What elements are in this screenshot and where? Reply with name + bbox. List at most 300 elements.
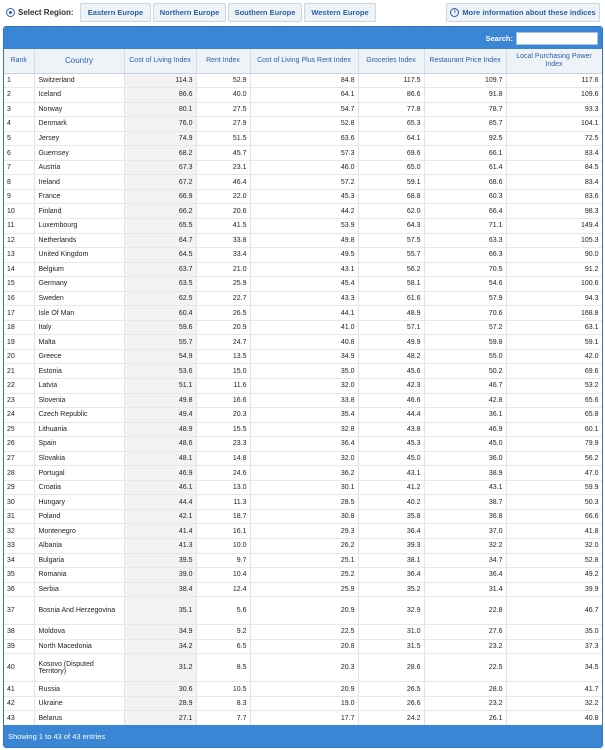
cell-rank: 42 [4,696,34,711]
cell-groceries: 117.5 [358,73,424,88]
cell-cost-plus-rent: 29.3 [250,524,358,539]
cell-restaurant-price: 66.1 [424,146,506,161]
cell-restaurant-price: 23.2 [424,639,506,654]
cell-rent: 33.4 [196,248,250,263]
cell-rank: 28 [4,466,34,481]
region-button-eastern-europe[interactable]: Eastern Europe [80,3,151,22]
cell-rent: 10.0 [196,539,250,554]
cell-restaurant-price: 46.7 [424,378,506,393]
cell-rent: 26.5 [196,306,250,321]
cell-restaurant-price: 28.0 [424,682,506,697]
cell-rent: 15.0 [196,364,250,379]
cell-groceries: 35.2 [358,582,424,597]
cell-restaurant-price: 32.2 [424,539,506,554]
column-header-groceries[interactable]: Groceries Index [358,49,424,73]
cell-local-purchasing-power: 83.4 [506,175,602,190]
cell-cost-plus-rent: 44.2 [250,204,358,219]
cell-local-purchasing-power: 83.4 [506,146,602,161]
cell-cost-plus-rent: 43.1 [250,262,358,277]
cell-rent: 23.3 [196,437,250,452]
cell-rent: 7.7 [196,711,250,726]
cell-cost-plus-rent: 57.2 [250,175,358,190]
radio-icon[interactable] [6,8,15,17]
cell-cost-plus-rent: 25.1 [250,553,358,568]
table-row [4,160,602,175]
cell-restaurant-price: 54.6 [424,277,506,292]
cell-local-purchasing-power: 34.5 [506,654,602,682]
cell-cost-of-living: 60.4 [124,306,196,321]
cell-local-purchasing-power: 59.9 [506,480,602,495]
table-row [4,146,602,161]
table-footer [4,725,602,747]
cell-cost-of-living: 46.1 [124,480,196,495]
table-row [4,320,602,335]
cell-rent: 23.1 [196,160,250,175]
table-row [4,466,602,481]
cell-cost-of-living: 35.1 [124,597,196,625]
cell-rank: 18 [4,320,34,335]
cell-local-purchasing-power: 84.5 [506,160,602,175]
cell-cost-of-living: 68.2 [124,146,196,161]
cell-rank: 23 [4,393,34,408]
cell-country: Finland [34,204,124,219]
cell-cost-plus-rent: 84.8 [250,73,358,88]
cell-rank: 5 [4,131,34,146]
cell-local-purchasing-power: 100.6 [506,277,602,292]
cell-cost-plus-rent: 22.5 [250,625,358,640]
cell-rank: 43 [4,711,34,726]
column-header-cost-plus-rent[interactable]: Cost of Living Plus Rent Index [250,49,358,73]
cell-cost-of-living: 48.9 [124,422,196,437]
cell-groceries: 32.9 [358,597,424,625]
cell-groceries: 65.3 [358,117,424,132]
cell-rank: 27 [4,451,34,466]
cell-restaurant-price: 70.6 [424,306,506,321]
cell-rank: 20 [4,349,34,364]
table-row [4,262,602,277]
cell-cost-of-living: 34.2 [124,639,196,654]
cell-cost-plus-rent: 30.8 [250,509,358,524]
cell-restaurant-price: 38.9 [424,466,506,481]
cell-country: Slovakia [34,451,124,466]
cell-rent: 8.3 [196,696,250,711]
table-row [4,553,602,568]
cell-restaurant-price: 92.5 [424,131,506,146]
cell-groceries: 48.2 [358,349,424,364]
cell-rent: 20.3 [196,408,250,423]
cell-cost-plus-rent: 20.9 [250,682,358,697]
cell-cost-plus-rent: 35.4 [250,408,358,423]
table-row [4,539,602,554]
cell-cost-of-living: 48.1 [124,451,196,466]
search-input[interactable] [516,32,598,45]
cell-local-purchasing-power: 66.6 [506,509,602,524]
cell-restaurant-price: 71.1 [424,218,506,233]
search-bar [4,27,602,49]
cell-country: Malta [34,335,124,350]
cell-cost-of-living: 80.1 [124,102,196,117]
table-row [4,509,602,524]
cell-country: Russia [34,682,124,697]
cell-cost-plus-rent: 53.9 [250,218,358,233]
table-row [4,175,602,190]
cell-rent: 27.5 [196,102,250,117]
cell-local-purchasing-power: 65.6 [506,393,602,408]
cell-rank: 40 [4,654,34,682]
cell-restaurant-price: 45.0 [424,437,506,452]
cell-cost-of-living: 51.1 [124,378,196,393]
cell-country: Bosnia And Herzegovina [34,597,124,625]
cell-country: Czech Republic [34,408,124,423]
table-row [4,625,602,640]
cell-cost-of-living: 62.5 [124,291,196,306]
cell-cost-plus-rent: 40.8 [250,335,358,350]
cell-restaurant-price: 109.7 [424,73,506,88]
cell-rent: 10.4 [196,568,250,583]
table-row [4,204,602,219]
cell-country: Ukraine [34,696,124,711]
cell-restaurant-price: 43.1 [424,480,506,495]
cell-rent: 22.0 [196,189,250,204]
cell-rent: 21.0 [196,262,250,277]
cell-country: Portugal [34,466,124,481]
cell-cost-of-living: 46.9 [124,466,196,481]
cell-local-purchasing-power: 104.1 [506,117,602,132]
cell-cost-of-living: 41.3 [124,539,196,554]
cell-rent: 15.5 [196,422,250,437]
cell-rank: 21 [4,364,34,379]
cell-country: Bulgaria [34,553,124,568]
table-row [4,393,602,408]
table-row [4,349,602,364]
cell-local-purchasing-power: 168.8 [506,306,602,321]
cell-rank: 1 [4,73,34,88]
cell-restaurant-price: 22.5 [424,654,506,682]
cell-cost-of-living: 114.3 [124,73,196,88]
cell-local-purchasing-power: 94.3 [506,291,602,306]
cell-groceries: 49.9 [358,335,424,350]
cell-rent: 6.5 [196,639,250,654]
cell-rank: 7 [4,160,34,175]
cell-rent: 45.7 [196,146,250,161]
cell-rent: 51.5 [196,131,250,146]
cell-country: Austria [34,160,124,175]
cell-groceries: 40.2 [358,495,424,510]
cell-restaurant-price: 78.7 [424,102,506,117]
cell-local-purchasing-power: 32.0 [506,539,602,554]
cell-restaurant-price: 85.7 [424,117,506,132]
cell-groceries: 43.1 [358,466,424,481]
cell-rank: 9 [4,189,34,204]
info-icon: i [450,8,459,17]
cell-rank: 19 [4,335,34,350]
cell-country: Greece [34,349,124,364]
table-row [4,335,602,350]
cell-cost-plus-rent: 25.9 [250,582,358,597]
cell-country: Jersey [34,131,124,146]
cost-of-living-table-container [3,26,603,748]
cell-cost-of-living: 49.4 [124,408,196,423]
cell-cost-plus-rent: 28.5 [250,495,358,510]
cell-cost-plus-rent: 30.1 [250,480,358,495]
cell-country: Luxembourg [34,218,124,233]
cell-cost-plus-rent: 49.8 [250,233,358,248]
table-row [4,233,602,248]
cell-restaurant-price: 34.7 [424,553,506,568]
cell-rank: 11 [4,218,34,233]
table-row [4,306,602,321]
cell-cost-of-living: 39.5 [124,553,196,568]
table-row [4,88,602,103]
cell-rank: 3 [4,102,34,117]
cell-rent: 9.7 [196,553,250,568]
cell-rank: 41 [4,682,34,697]
cell-groceries: 28.6 [358,654,424,682]
cell-cost-of-living: 86.6 [124,88,196,103]
cell-restaurant-price: 60.3 [424,189,506,204]
cell-country: France [34,189,124,204]
cell-rent: 20.9 [196,320,250,335]
cell-cost-of-living: 27.1 [124,711,196,726]
cell-country: Hungary [34,495,124,510]
column-header-cost-of-living[interactable]: Cost of Living Index [124,49,196,73]
cell-cost-plus-rent: 63.6 [250,131,358,146]
cell-groceries: 42.3 [358,378,424,393]
cell-country: Lithuania [34,422,124,437]
cell-groceries: 45.6 [358,364,424,379]
cell-groceries: 36.4 [358,568,424,583]
cell-restaurant-price: 26.1 [424,711,506,726]
cell-cost-plus-rent: 41.0 [250,320,358,335]
cell-cost-of-living: 76.0 [124,117,196,132]
cell-restaurant-price: 63.3 [424,233,506,248]
cell-rent: 52.9 [196,73,250,88]
cell-groceries: 26.5 [358,682,424,697]
cell-cost-plus-rent: 20.3 [250,654,358,682]
cell-restaurant-price: 61.4 [424,160,506,175]
cell-local-purchasing-power: 98.3 [506,204,602,219]
cell-restaurant-price: 50.2 [424,364,506,379]
cell-restaurant-price: 68.6 [424,175,506,190]
cell-rent: 16.1 [196,524,250,539]
cell-cost-of-living: 74.9 [124,131,196,146]
cell-local-purchasing-power: 37.3 [506,639,602,654]
table-row [4,524,602,539]
table-row [4,422,602,437]
cell-rank: 16 [4,291,34,306]
cell-restaurant-price: 36.1 [424,408,506,423]
cell-country: Poland [34,509,124,524]
cell-rent: 46.4 [196,175,250,190]
cell-restaurant-price: 66.3 [424,248,506,263]
cell-country: Croatia [34,480,124,495]
cell-country: Moldova [34,625,124,640]
cell-rank: 4 [4,117,34,132]
cell-groceries: 38.1 [358,553,424,568]
table-row [4,378,602,393]
cell-restaurant-price: 42.8 [424,393,506,408]
cell-groceries: 46.6 [358,393,424,408]
cell-country: Italy [34,320,124,335]
cell-rank: 30 [4,495,34,510]
cell-rank: 35 [4,568,34,583]
column-header-restaurant-price[interactable]: Restaurant Price Index [424,49,506,73]
cell-restaurant-price: 59.8 [424,335,506,350]
entries-info: Showing 1 to 43 of 43 entries [8,731,106,741]
cell-country: Denmark [34,117,124,132]
cell-rent: 24.6 [196,466,250,481]
cell-local-purchasing-power: 40.8 [506,711,602,726]
cell-rank: 24 [4,408,34,423]
cell-cost-of-living: 66.9 [124,189,196,204]
cell-local-purchasing-power: 49.2 [506,568,602,583]
cell-cost-of-living: 42.1 [124,509,196,524]
cell-cost-plus-rent: 17.7 [250,711,358,726]
search-label: Search: [485,33,513,43]
more-info-label: More information about these indices [462,8,596,17]
cell-country: United Kingdom [34,248,124,263]
cell-cost-of-living: 28.9 [124,696,196,711]
cell-cost-plus-rent: 64.1 [250,88,358,103]
cell-cost-plus-rent: 43.3 [250,291,358,306]
cell-groceries: 57.1 [358,320,424,335]
cell-cost-of-living: 53.6 [124,364,196,379]
cell-rent: 40.0 [196,88,250,103]
cell-restaurant-price: 36.0 [424,451,506,466]
cell-rent: 9.2 [196,625,250,640]
cell-groceries: 31.5 [358,639,424,654]
cell-country: Slovenia [34,393,124,408]
cell-cost-of-living: 66.2 [124,204,196,219]
cell-restaurant-price: 31.4 [424,582,506,597]
cell-restaurant-price: 66.4 [424,204,506,219]
cell-groceries: 43.8 [358,422,424,437]
cell-country: Norway [34,102,124,117]
more-info-button[interactable] [446,3,600,22]
cell-cost-of-living: 67.2 [124,175,196,190]
region-button-western-europe[interactable]: Western Europe [304,3,376,22]
cell-country: Montenegro [34,524,124,539]
table-row [4,582,602,597]
cell-local-purchasing-power: 69.6 [506,364,602,379]
column-header-rank[interactable]: Rank [4,49,34,73]
cell-local-purchasing-power: 60.1 [506,422,602,437]
cell-country: Netherlands [34,233,124,248]
cell-local-purchasing-power: 79.9 [506,437,602,452]
cell-rank: 6 [4,146,34,161]
cell-groceries: 55.7 [358,248,424,263]
cell-restaurant-price: 37.0 [424,524,506,539]
cell-rank: 34 [4,553,34,568]
cell-rent: 20.6 [196,204,250,219]
cell-restaurant-price: 36.4 [424,568,506,583]
cell-cost-of-living: 63.7 [124,262,196,277]
cell-cost-plus-rent: 20.8 [250,639,358,654]
cell-cost-plus-rent: 54.7 [250,102,358,117]
cell-local-purchasing-power: 105.3 [506,233,602,248]
cell-local-purchasing-power: 47.0 [506,466,602,481]
cell-country: Kosovo (Disputed Territory) [34,654,124,682]
cell-local-purchasing-power: 41.8 [506,524,602,539]
cell-country: Belgium [34,262,124,277]
cell-rent: 5.6 [196,597,250,625]
cell-country: Estonia [34,364,124,379]
table-row [4,696,602,711]
cell-local-purchasing-power: 65.8 [506,408,602,423]
cell-groceries: 68.8 [358,189,424,204]
cell-cost-plus-rent: 32.0 [250,451,358,466]
cell-rent: 10.5 [196,682,250,697]
cell-cost-plus-rent: 20.9 [250,597,358,625]
table-row [4,437,602,452]
cell-cost-of-living: 54.9 [124,349,196,364]
table-row [4,131,602,146]
cell-country: North Macedonia [34,639,124,654]
cell-rent: 11.6 [196,378,250,393]
cell-groceries: 56.2 [358,262,424,277]
table-row [4,248,602,263]
column-header-rent[interactable]: Rent Index [196,49,250,73]
cell-restaurant-price: 36.8 [424,509,506,524]
cell-cost-of-living: 44.4 [124,495,196,510]
cell-cost-plus-rent: 52.8 [250,117,358,132]
column-header-country[interactable]: Country [34,49,124,73]
cell-country: Albania [34,539,124,554]
table-row [4,597,602,625]
cell-rent: 11.3 [196,495,250,510]
region-label [6,4,74,20]
cell-country: Isle Of Man [34,306,124,321]
cell-restaurant-price: 23.2 [424,696,506,711]
cell-rank: 25 [4,422,34,437]
cell-rank: 8 [4,175,34,190]
cell-rent: 16.6 [196,393,250,408]
region-button-southern-europe[interactable]: Southern Europe [228,3,302,22]
cell-restaurant-price: 55.0 [424,349,506,364]
cell-cost-of-living: 34.9 [124,625,196,640]
cell-cost-plus-rent: 57.3 [250,146,358,161]
cell-cost-of-living: 49.8 [124,393,196,408]
cell-cost-plus-rent: 45.3 [250,189,358,204]
cell-cost-of-living: 64.5 [124,248,196,263]
cell-groceries: 77.8 [358,102,424,117]
cell-restaurant-price: 70.5 [424,262,506,277]
cell-cost-of-living: 67.3 [124,160,196,175]
table-row [4,189,602,204]
cell-groceries: 26.6 [358,696,424,711]
cell-groceries: 35.8 [358,509,424,524]
cell-local-purchasing-power: 50.3 [506,495,602,510]
cell-cost-plus-rent: 32.8 [250,422,358,437]
cell-cost-plus-rent: 36.2 [250,466,358,481]
cell-local-purchasing-power: 59.1 [506,335,602,350]
table-body [4,73,602,725]
cell-restaurant-price: 27.6 [424,625,506,640]
cell-rank: 10 [4,204,34,219]
cell-rank: 38 [4,625,34,640]
cell-cost-plus-rent: 44.1 [250,306,358,321]
cell-groceries: 45.0 [358,451,424,466]
region-selector-bar [0,0,605,24]
column-header-local-purchasing-power[interactable]: Local Purchasing Power Index [506,49,602,73]
table-header-row [4,49,602,73]
cell-rent: 27.9 [196,117,250,132]
cell-rank: 32 [4,524,34,539]
cell-local-purchasing-power: 52.8 [506,553,602,568]
region-button-northern-europe[interactable]: Northern Europe [153,3,226,22]
cell-restaurant-price: 46.9 [424,422,506,437]
cell-rent: 22.7 [196,291,250,306]
